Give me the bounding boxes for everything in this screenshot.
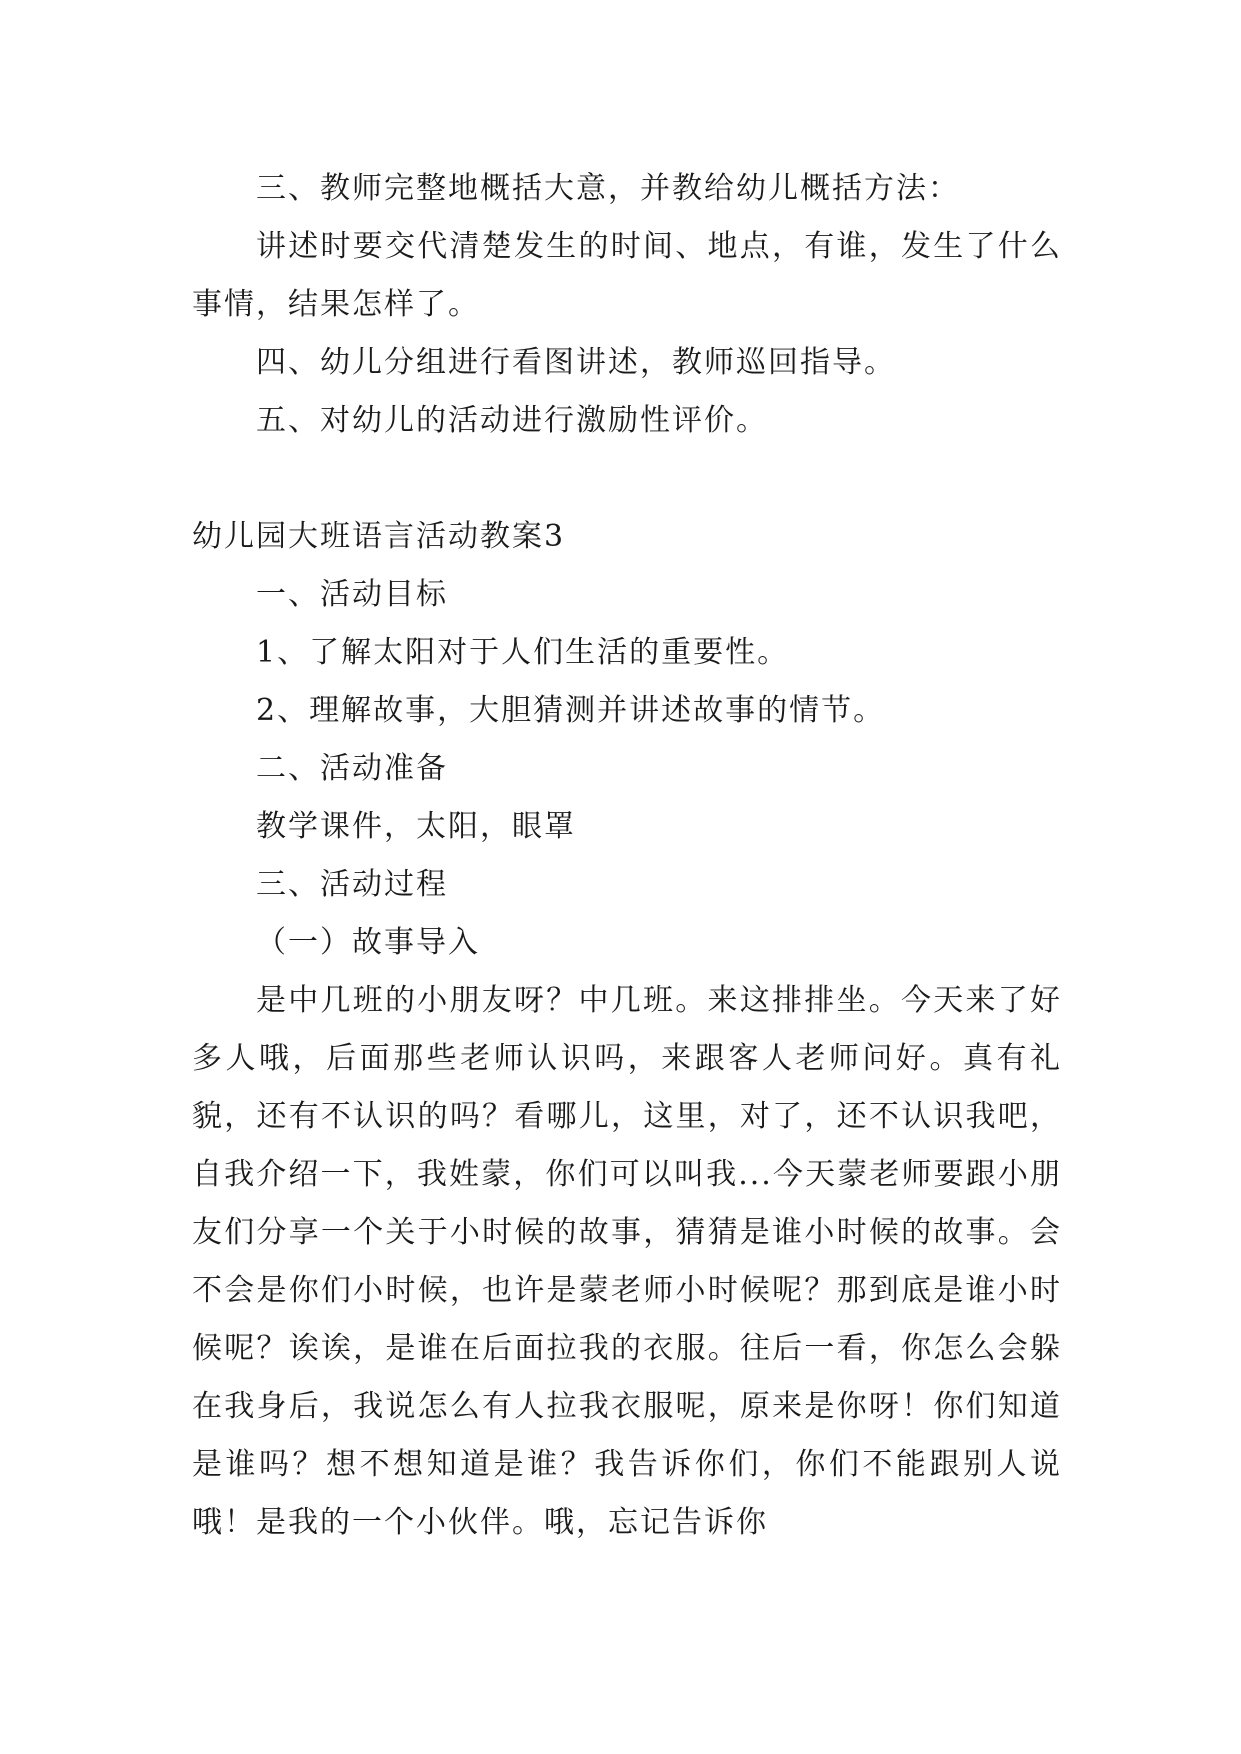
goal-item-2: 2、理解故事，大胆猜测并讲述故事的情节。 [256,693,886,728]
paragraph-group-narration: 四、幼儿分组进行看图讲述，教师巡回指导。 [256,345,896,380]
goal-item-1: 1、了解太阳对于人们生活的重要性。 [256,635,790,670]
goal-heading: 一、活动目标 [256,577,448,612]
paragraph-evaluation: 五、对幼儿的活动进行激励性评价。 [256,403,768,438]
process-subheading-story-intro: （一）故事导入 [256,925,480,960]
paragraph-narration-requirements: 讲述时要交代清楚发生的时间、地点，有谁，发生了什么事情，结果怎样了。 [192,229,1062,322]
document-body [192,160,1062,1552]
process-heading: 三、活动过程 [256,867,448,902]
paragraph-summary-method: 三、教师完整地概括大意，并教给幼儿概括方法： [256,171,960,206]
story-paragraph: 是中几班的小朋友呀？中几班。来这排排坐。今天来了好多人哦，后面那些老师认识吗，来跟客人老师问好。真有礼貌，还有不认识的吗？看哪儿，这里，对了，还不认识我吧，自我介绍一下，我姓蒙，你们可以叫我...今天蒙老师要跟小朋友们分享一个关于小时候的故事，猜猜是谁小时候的故事。会不会是你们小时候，也许是蒙老师小时候呢？那到底是谁小时候呢？诶诶，是谁在后面拉我的衣服。往后一看，你怎么会躲在我身后，我说怎么有人拉我衣服呢，原来是你呀！你们知道是谁吗？想不想知道是谁？我告诉你们，你们不能跟别人说哦！是我的一个小伙伴。哦，忘记告诉你 [192,983,1062,1540]
lesson-plan-title: 幼儿园大班语言活动教案3 [192,519,566,554]
preparation-text: 教学课件，太阳，眼罩 [256,809,576,844]
preparation-heading: 二、活动准备 [256,751,448,786]
